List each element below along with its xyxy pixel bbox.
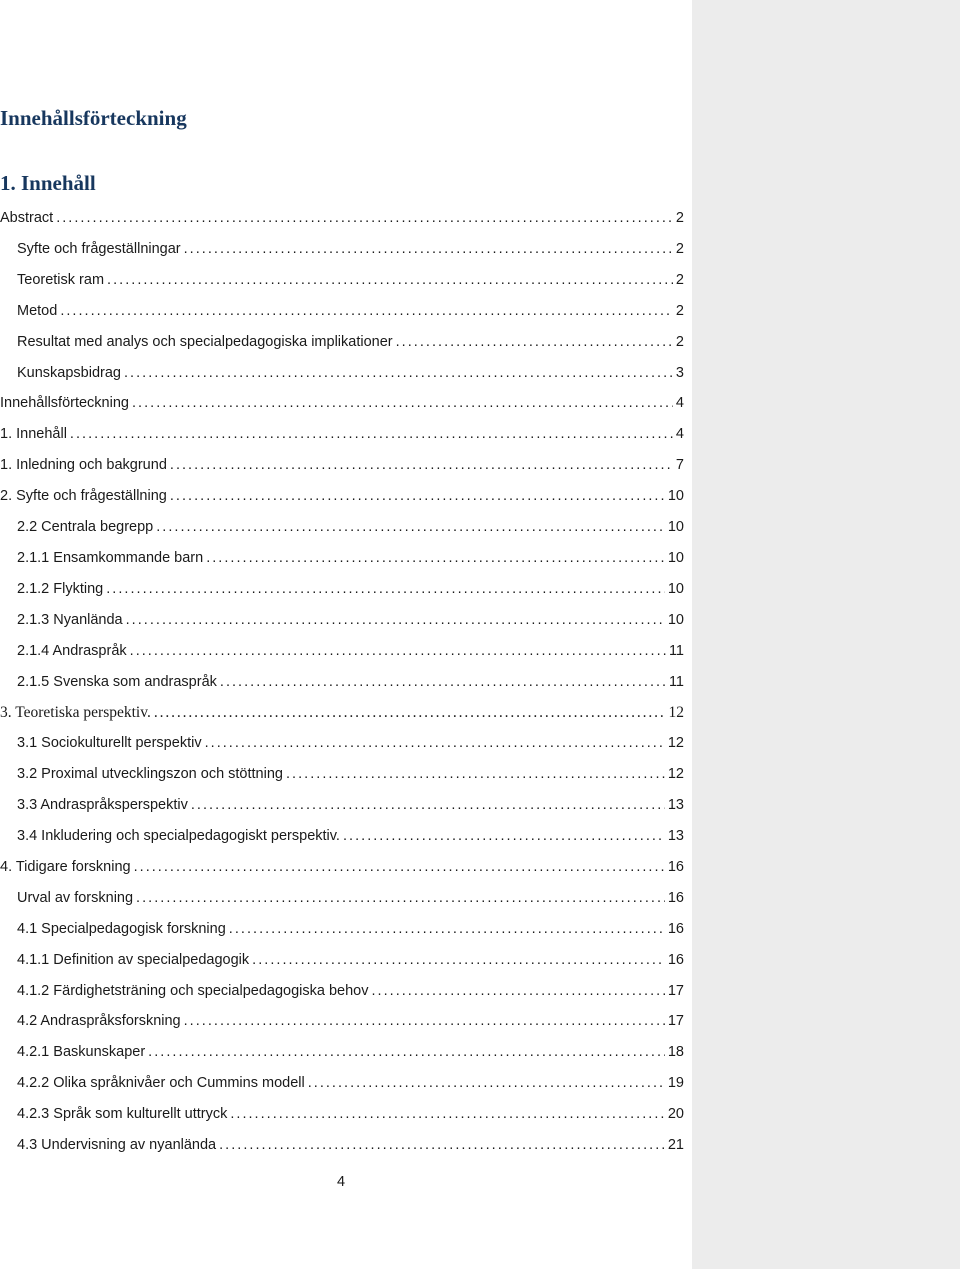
toc-entry-page: 16 xyxy=(667,859,684,875)
toc-entry-label: 3. Teoretiska perspektiv. xyxy=(0,704,151,721)
toc-entry-page: 12 xyxy=(668,704,684,721)
toc-entry-page: 16 xyxy=(667,890,684,906)
toc-dot-leader xyxy=(156,519,665,535)
toc-entry-page: 2 xyxy=(675,272,684,288)
toc-entry-page: 13 xyxy=(667,828,684,844)
toc-entry-page: 19 xyxy=(667,1075,684,1091)
toc-dot-leader xyxy=(219,1137,665,1153)
toc-dot-leader xyxy=(230,1106,665,1122)
toc-entry[interactable] xyxy=(0,519,692,541)
toc-entry-label: 2.1.3 Nyanlända xyxy=(17,612,123,628)
toc-entry-label: Teoretisk ram xyxy=(17,272,105,288)
toc-entry-label: 4.1.2 Färdighetsträning och specialpedagogiska behov xyxy=(17,983,369,999)
toc-entry-page: 4 xyxy=(675,426,684,442)
toc-entry-label: 2.2 Centrala begrepp xyxy=(17,519,154,535)
toc-entry[interactable] xyxy=(0,210,692,232)
toc-dot-leader xyxy=(154,704,666,722)
toc-entry[interactable] xyxy=(0,395,692,417)
toc-entry-page: 12 xyxy=(667,735,684,751)
toc-entry[interactable] xyxy=(0,890,692,912)
toc-entry-label: 2. Syfte och frågeställning xyxy=(0,488,167,504)
toc-dot-leader xyxy=(106,581,665,597)
toc-dot-leader xyxy=(126,612,665,628)
toc-entry[interactable] xyxy=(0,457,692,479)
toc-dot-leader xyxy=(220,674,666,690)
toc-entry-page: 16 xyxy=(667,921,684,937)
toc-entry-page: 16 xyxy=(667,952,684,968)
toc-entry-label: 1. Innehåll xyxy=(0,426,67,442)
toc-entry-page: 17 xyxy=(667,1013,684,1029)
toc-dot-leader xyxy=(56,210,673,226)
toc-entry[interactable] xyxy=(0,365,692,387)
toc-entry[interactable] xyxy=(0,272,692,294)
toc-entry-label: Resultat med analys och specialpedagogiska implikationer xyxy=(17,334,393,350)
toc-entry-label: 4.1.1 Definition av specialpedagogik xyxy=(17,952,250,968)
toc-dot-leader xyxy=(148,1044,665,1060)
toc-entry-page: 7 xyxy=(675,457,684,473)
toc-entry-label: 4.1 Specialpedagogisk forskning xyxy=(17,921,226,937)
toc-dot-leader xyxy=(107,272,673,288)
toc-entry[interactable] xyxy=(0,828,692,850)
toc-entry[interactable] xyxy=(0,1137,692,1159)
toc-entry-page: 10 xyxy=(667,612,684,628)
toc-entry-page: 2 xyxy=(675,303,684,319)
document-title: Innehållsförteckning xyxy=(0,106,187,130)
toc-dot-leader xyxy=(343,828,665,844)
toc-dot-leader xyxy=(170,457,673,473)
toc-entry[interactable] xyxy=(0,241,692,263)
toc-dot-leader xyxy=(286,766,665,782)
toc-entry[interactable] xyxy=(0,704,692,726)
toc-entry[interactable] xyxy=(0,426,692,448)
toc-dot-leader xyxy=(229,921,665,937)
toc-entry[interactable] xyxy=(0,766,692,788)
toc-entry-label: 4.2 Andraspråksforskning xyxy=(17,1013,181,1029)
toc-entry-page: 2 xyxy=(675,241,684,257)
toc-entry-label: 3.3 Andraspråksperspektiv xyxy=(17,797,188,813)
toc-entry-page: 10 xyxy=(667,519,684,535)
toc-entry-label: Abstract xyxy=(0,210,54,226)
toc-entry-label: Metod xyxy=(17,303,58,319)
toc-entry-page: 11 xyxy=(668,643,684,659)
toc-dot-leader xyxy=(191,797,665,813)
toc-dot-leader xyxy=(124,365,673,381)
toc-entry-page: 2 xyxy=(675,334,684,350)
toc-entry-label: 4.3 Undervisning av nyanlända xyxy=(17,1137,217,1153)
toc-entry-page: 20 xyxy=(667,1106,684,1122)
page-number: 4 xyxy=(337,1174,346,1190)
toc-entry-label: Syfte och frågeställningar xyxy=(17,241,181,257)
toc-entry[interactable] xyxy=(0,674,692,696)
toc-dot-leader xyxy=(170,488,665,504)
toc-dot-leader xyxy=(70,426,673,442)
toc-entry-page: 10 xyxy=(667,550,684,566)
toc-entry-page: 11 xyxy=(668,674,684,690)
toc-entry[interactable] xyxy=(0,921,692,943)
toc-entry-label: 3.2 Proximal utvecklingszon och stöttning xyxy=(17,766,283,782)
toc-entry-page: 3 xyxy=(675,365,684,381)
toc-entry[interactable] xyxy=(0,581,692,603)
toc-entry-page: 21 xyxy=(667,1137,684,1153)
toc-dot-leader xyxy=(371,983,664,999)
toc-entry-label: 4. Tidigare forskning xyxy=(0,859,131,875)
toc-dot-leader xyxy=(206,550,665,566)
toc-entry-label: Urval av forskning xyxy=(17,890,134,906)
toc-dot-leader xyxy=(130,643,666,659)
toc-dot-leader xyxy=(134,859,665,875)
toc-entry-page: 10 xyxy=(667,581,684,597)
toc-entry[interactable] xyxy=(0,1044,692,1066)
toc-entry[interactable] xyxy=(0,797,692,819)
toc-entry-label: Kunskapsbidrag xyxy=(17,365,121,381)
toc-entry-label: 4.2.1 Baskunskaper xyxy=(17,1044,146,1060)
section-heading: 1. Innehåll xyxy=(0,171,96,195)
toc-dot-leader xyxy=(252,952,665,968)
toc-entry-label: Innehållsförteckning xyxy=(0,395,129,411)
comment-margin-pane xyxy=(692,0,960,1269)
toc-entry-page: 12 xyxy=(667,766,684,782)
toc-dot-leader xyxy=(205,735,665,751)
toc-dot-leader xyxy=(132,395,673,411)
toc-entry[interactable] xyxy=(0,550,692,572)
toc-entry-label: 3.4 Inkludering och specialpedagogiskt perspektiv. xyxy=(17,828,340,844)
toc-entry[interactable] xyxy=(0,983,692,1005)
toc-entry-page: 13 xyxy=(667,797,684,813)
toc-entry-label: 2.1.2 Flykting xyxy=(17,581,104,597)
toc-entry-page: 4 xyxy=(675,395,684,411)
toc-entry-label: 2.1.4 Andraspråk xyxy=(17,643,127,659)
toc-entry[interactable] xyxy=(0,1013,692,1035)
toc-entry[interactable] xyxy=(0,952,692,974)
toc-entry-label: 4.2.3 Språk som kulturellt uttryck xyxy=(17,1106,228,1122)
toc-entry-page: 17 xyxy=(667,983,684,999)
toc-dot-leader xyxy=(60,303,673,319)
toc-dot-leader xyxy=(308,1075,665,1091)
toc-entry[interactable] xyxy=(0,859,692,881)
toc-entry-page: 2 xyxy=(675,210,684,226)
toc-entry[interactable] xyxy=(0,643,692,665)
toc-entry[interactable] xyxy=(0,1075,692,1097)
toc-entry[interactable] xyxy=(0,612,692,634)
toc-entry-label: 4.2.2 Olika språknivåer och Cummins modell xyxy=(17,1075,305,1091)
toc-entry[interactable] xyxy=(0,303,692,325)
toc-entry-label: 2.1.5 Svenska som andraspråk xyxy=(17,674,217,690)
toc-entry[interactable] xyxy=(0,488,692,510)
toc-dot-leader xyxy=(396,334,673,350)
toc-entry[interactable] xyxy=(0,1106,692,1128)
toc-dot-leader xyxy=(184,1013,665,1029)
toc-entry-label: 1. Inledning och bakgrund xyxy=(0,457,167,473)
toc-entry[interactable] xyxy=(0,735,692,757)
toc-entry-page: 18 xyxy=(667,1044,684,1060)
toc-entry-label: 3.1 Sociokulturellt perspektiv xyxy=(17,735,202,751)
toc-dot-leader xyxy=(136,890,665,906)
toc-entry-page: 10 xyxy=(667,488,684,504)
toc-entry[interactable] xyxy=(0,334,692,356)
toc-entry-label: 2.1.1 Ensamkommande barn xyxy=(17,550,204,566)
toc-dot-leader xyxy=(184,241,673,257)
